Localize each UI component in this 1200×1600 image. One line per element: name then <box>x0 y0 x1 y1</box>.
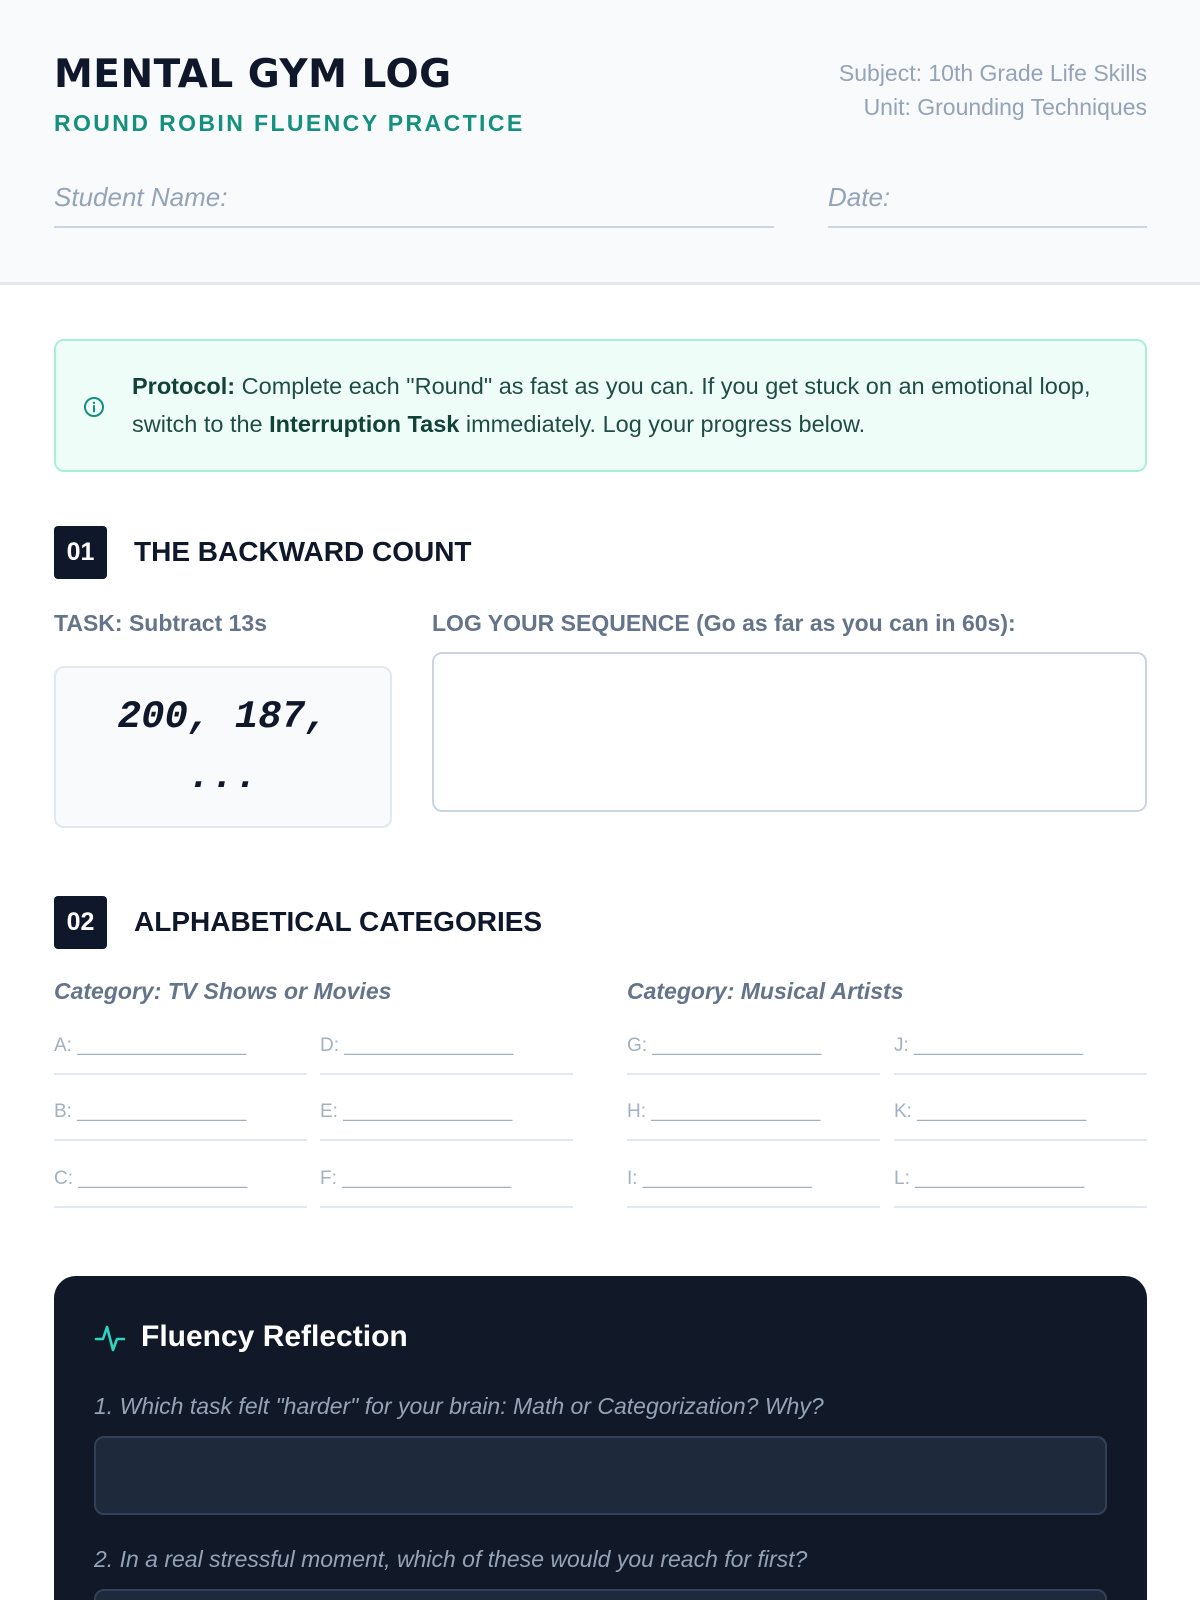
letter-blank-d[interactable]: D: ________________ <box>320 1035 573 1075</box>
letter-blank-k[interactable]: K: ________________ <box>894 1101 1147 1141</box>
info-icon <box>82 395 106 419</box>
date-field[interactable]: Date: <box>828 180 1147 228</box>
course-meta <box>839 56 1147 124</box>
page-title: MENTAL GYM LOG <box>54 52 452 97</box>
task-label: TASK: Subtract 13s <box>54 610 268 636</box>
reflection-card <box>54 1276 1147 1600</box>
reflection-question-2: 2. In a real stressful moment, which of these would you reach for first? <box>94 1546 808 1572</box>
letter-blank-b[interactable]: B: ________________ <box>54 1101 307 1141</box>
letter-blank-f[interactable]: F: ________________ <box>320 1168 573 1208</box>
section-number-badge: 01 <box>54 526 107 579</box>
reflection-answer-1[interactable] <box>94 1436 1107 1515</box>
worksheet-header <box>0 0 1200 285</box>
reflection-answer-2[interactable] <box>94 1589 1107 1600</box>
letter-blank-h[interactable]: H: ________________ <box>627 1101 880 1141</box>
pulse-icon <box>94 1322 126 1354</box>
page-subtitle: ROUND ROBIN FLUENCY PRACTICE <box>54 110 525 136</box>
protocol-text <box>132 367 1122 443</box>
student-name-field[interactable]: Student Name: <box>54 180 774 228</box>
sequence-log-input[interactable] <box>432 652 1147 812</box>
count-sequence: 200, 187, ... <box>117 695 329 799</box>
reflection-title: Fluency Reflection <box>141 1320 408 1353</box>
letter-blank-j[interactable]: J: ________________ <box>894 1035 1147 1075</box>
log-label: LOG YOUR SEQUENCE (Go as far as you can in 60s): <box>432 610 1016 636</box>
unit-line: Unit: Grounding Techniques <box>863 94 1147 120</box>
section-number-badge: 02 <box>54 896 107 949</box>
protocol-bold: Interruption Task <box>269 411 460 437</box>
section-title: ALPHABETICAL CATEGORIES <box>134 906 543 937</box>
letter-blank-c[interactable]: C: ________________ <box>54 1168 307 1208</box>
letter-blank-l[interactable]: L: ________________ <box>894 1168 1147 1208</box>
letter-blank-i[interactable]: I: ________________ <box>627 1168 880 1208</box>
letter-blank-g[interactable]: G: ________________ <box>627 1035 880 1075</box>
protocol-callout <box>54 339 1147 472</box>
letter-blank-a[interactable]: A: ________________ <box>54 1035 307 1075</box>
subject-line: Subject: 10th Grade Life Skills <box>838 60 1147 86</box>
protocol-lead: Protocol: <box>132 373 236 399</box>
count-example-box <box>54 666 392 828</box>
category-label-music: Category: Musical Artists <box>627 978 904 1004</box>
protocol-text-1: Complete each "Round" as fast as you can. If you get stuck on an emotional loop, switch to the <box>132 373 1091 437</box>
section-title: THE BACKWARD COUNT <box>134 536 472 567</box>
reflection-question-1: 1. Which task felt "harder" for your brain: Math or Categorization? Why? <box>94 1393 824 1419</box>
protocol-text-2: immediately. Log your progress below. <box>459 411 866 437</box>
category-label-tv: Category: TV Shows or Movies <box>54 978 392 1004</box>
letter-blank-e[interactable]: E: ________________ <box>320 1101 573 1141</box>
